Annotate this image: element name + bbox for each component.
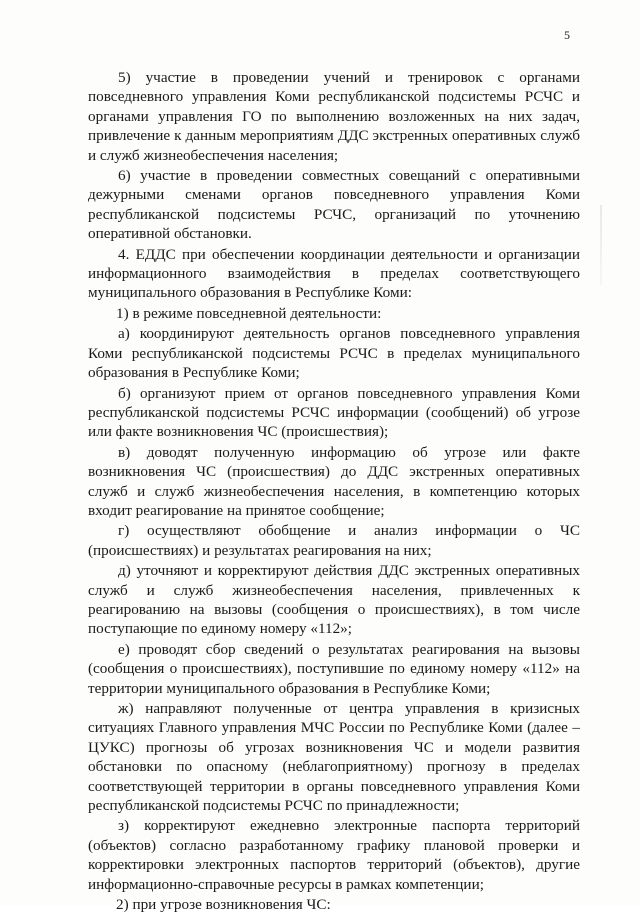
paragraph-item-e: е) проводят сбор сведений о результатах реагирования на вызовы (сообщения о происшествиях), поступившие по единому номеру «112» на территории муниципального образования в Республике Коми;	[88, 640, 580, 697]
paragraph-item-v: в) доводят полученную информацию об угрозе или факте возникновения ЧС (происшествия) до ДДС экстренных оперативных служб и служб жизнеобеспечения населения, в компетенцию которых входит реагирование на принятое сообщение;	[88, 443, 580, 519]
document-body	[88, 68, 580, 915]
page-number: 5	[564, 28, 570, 42]
paragraph-mode-daily: 1) в режиме повседневной деятельности:	[116, 304, 382, 322]
paragraph-section-4: 4. ЕДДС при обеспечении координации деятельности и организации информационного взаимодействия в пределах соответствующего муниципального образования в Республике Коми:	[88, 245, 580, 302]
paragraph-item-zh: ж) направляют полученные от центра управления в кризисных ситуациях Главного управления МЧС России по Республике Коми (далее – ЦУКС) прогнозы об угрозах возникновения ЧС и модели развития обстановки по опасному (неблагоприятному) прогнозу в пределах соответствующей территории в органы повседневного управления Коми республиканской подсистемы РСЧС по принадлежности;	[88, 700, 580, 815]
paragraph-item-z: з) корректируют ежедневно электронные паспорта территорий (объектов) согласно разработанному графику плановой проверки и корректировки электронных паспортов территорий (объектов), другие информационно-справочные ресурсы в рамках компетенции;	[88, 817, 580, 893]
paragraph-item-6: 6) участие в проведении совместных совещаний с оперативными дежурными сменами органов повседневного управления Коми республиканской подсистемы РСЧС, организаций по уточнению оперативной обстановки.	[88, 167, 580, 243]
paragraph-item-g: г) осуществляют обобщение и анализ информации о ЧС (происшествиях) и результатах реагирования на них;	[88, 522, 580, 559]
paragraph-item-b: б) организуют прием от органов повседневного управления Коми республиканской подсистемы РСЧС информации (сообщений) об угрозе или факте возникновения ЧС (происшествия);	[88, 384, 580, 441]
paragraph-item-5: 5) участие в проведении учений и тренировок с органами повседневного управления Коми республиканской подсистемы РСЧС и органами управления ГО по выполнению возложенных на них задач, привлечение к данным мероприятиям ДДС экстренных оперативных служб и служб жизнеобеспечения населения;	[88, 69, 580, 164]
paragraph-item-a: а) координируют деятельность органов повседневного управления Коми республиканской подсистемы РСЧС в пределах муниципального образования в Республике Коми;	[88, 325, 580, 382]
paragraph-item-d: д) уточняют и корректируют действия ДДС экстренных оперативных служб и служб жизнеобеспечения населения, привлеченных к реагированию на вызовы (сообщения о происшествиях), в том числе поступающие по единому номеру «112»;	[88, 562, 580, 638]
scan-mark	[600, 205, 602, 285]
paragraph-mode-threat: 2) при угрозе возникновения ЧС:	[116, 896, 331, 914]
